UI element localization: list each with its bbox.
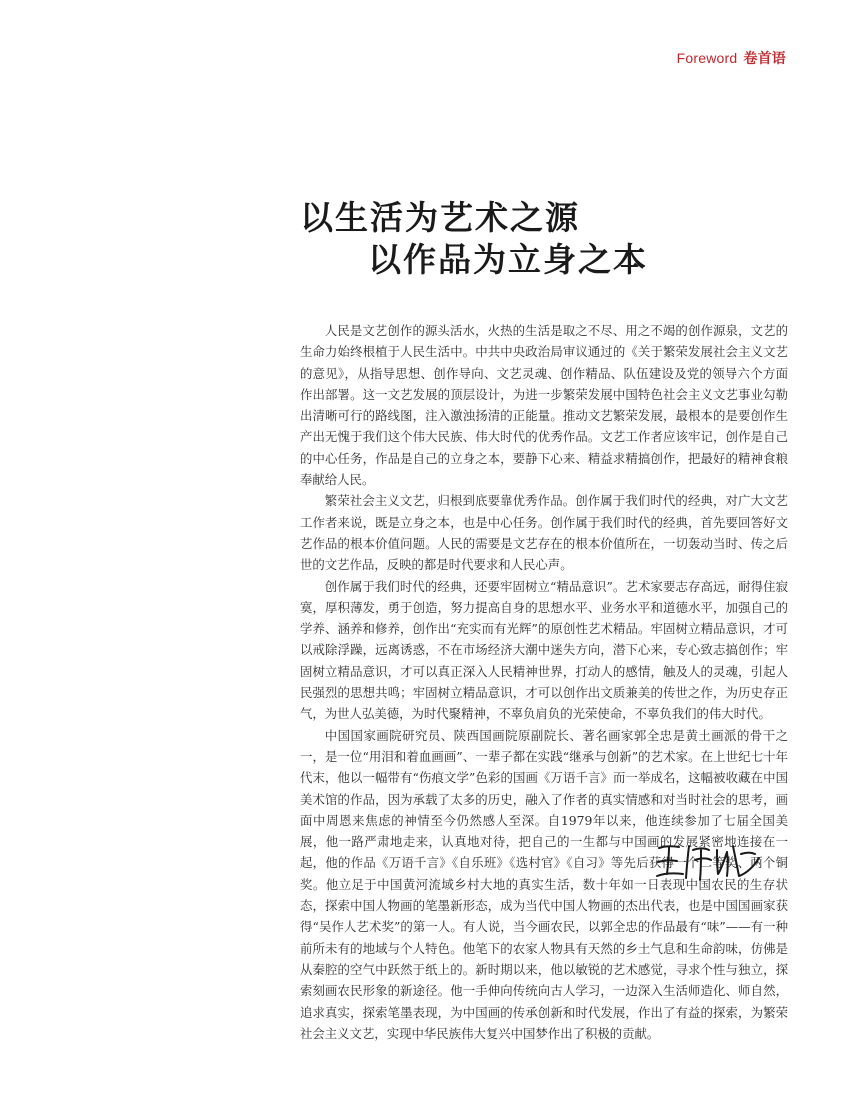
handwritten-signature — [655, 838, 765, 884]
section-label-english: Foreword — [676, 50, 738, 66]
article-body — [300, 320, 788, 1044]
page-title — [300, 197, 648, 281]
paragraph-1: 人民是文艺创作的源头活水，火热的生活是取之不尽、用之不竭的创作源泉，文艺的生命力始终根植于人民生活中。中共中央政治局审议通过的《关于繁荣发展社会主义文艺的意见》，从指导思想、创作导向、文艺灵魂、创作精品、队伍建设及党的领导六个方面作出部署。这一文艺发展的顶层设计，为进一步繁荣发展中国特色社会主义文艺事业勾勒出清晰可行的路线图，注入激浊扬清的正能量。推动文艺繁荣发展，最根本的是要创作生产出无愧于我们这个伟大民族、伟大时代的优秀作品。文艺工作者应该牢记，创作是自己的中心任务，作品是自己的立身之本，要静下心来、精益求精搞创作，把最好的精神食粮奉献给人民。 — [300, 323, 788, 488]
section-label-chinese: 卷首语 — [743, 50, 786, 66]
paragraph-3: 创作属于我们时代的经典，还要牢固树立“精品意识”。艺术家要志存高远，耐得住寂寞，厚积薄发，勇于创造，努力提高自身的思想水平、业务水平和道德水平，加强自己的学养、涵养和修养，创作出“充实而有光辉”的原创性艺术精品。牢固树立精品意识，才可以戒除浮躁，远离诱惑，不在市场经济大潮中迷失方向，潜下心来，专心致志搞创作；牢固树立精品意识，才可以真正深入人民精神世界，打动人的感情，触及人的灵魂，引起人民强烈的思想共鸣；牢固树立精品意识，才可以创作出文质兼美的传世之作，为历史存正气，为世人弘美德，为时代聚精神，不辜负肩负的光荣使命，不辜负我们的伟大时代。 — [300, 578, 788, 722]
title-line-2: 以作品为立身之本 — [368, 240, 648, 279]
section-label — [677, 48, 786, 68]
paragraph-4: 中国国家画院研究员、陕西国画院原副院长、著名画家郭全忠是黄土画派的骨干之一，是一位“用泪和着血画画”、一辈子都在实践“继承与创新”的艺术家。在上世纪七十年代末，他以一幅带有“伤痕文学”色彩的国画《万语千言》而一举成名，这幅被收藏在中国美术馆的作品，因为承载了太多的历史，融入了作者的真实情感和对当时社会的思考，画面中周恩来焦虑的神情至今仍然感人至深。自1979年以来，他连续参加了七届全国美展，他一路严肃地走来，认真地对待，把自己的一生都与中国画的发展紧密地连接在一起，他的作品《万语千言》《自乐班》《选村官》《自习》等先后获得一个二等奖、两个铜奖。他立足于中国黄河流域乡村大地的真实生活，数十年如一日表现中国农民的生存状态，探索中国人物画的笔墨新形态，成为当代中国人物画的杰出代表，也是中国国画家获得“吴作人艺术奖”的第一人。有人说，当今画农民，以郭全忠的作品最有“味”——有一种前所未有的地域与个人特色。他笔下的农家人物具有天然的乡土气息和生命韵味，仿佛是从秦腔的空气中跃然于纸上的。新时期以来，他以敏锐的艺术感觉，寻求个性与独立，探索刻画农民形象的新途径。他一手伸向传统向古人学习，一边深入生活师造化、师自然，追求真实，探索笔墨表现，为中国画的传承创新和时代发展，作出了有益的探索，为繁荣社会主义文艺，实现中华民族伟大复兴中国梦作出了积极的贡献。 — [300, 727, 788, 1041]
title-line-1: 以生活为艺术之源 — [300, 198, 580, 237]
paragraph-2: 繁荣社会主义文艺，归根到底要靠优秀作品。创作属于我们时代的经典，对广大文艺工作者来说，既是立身之本，也是中心任务。创作属于我们时代的经典，首先要回答好文艺作品的根本价值问题。人民的需要是文艺存在的根本价值所在，一切轰动当时、传之后世的文艺作品，反映的都是时代要求和人民心声。 — [300, 493, 788, 573]
